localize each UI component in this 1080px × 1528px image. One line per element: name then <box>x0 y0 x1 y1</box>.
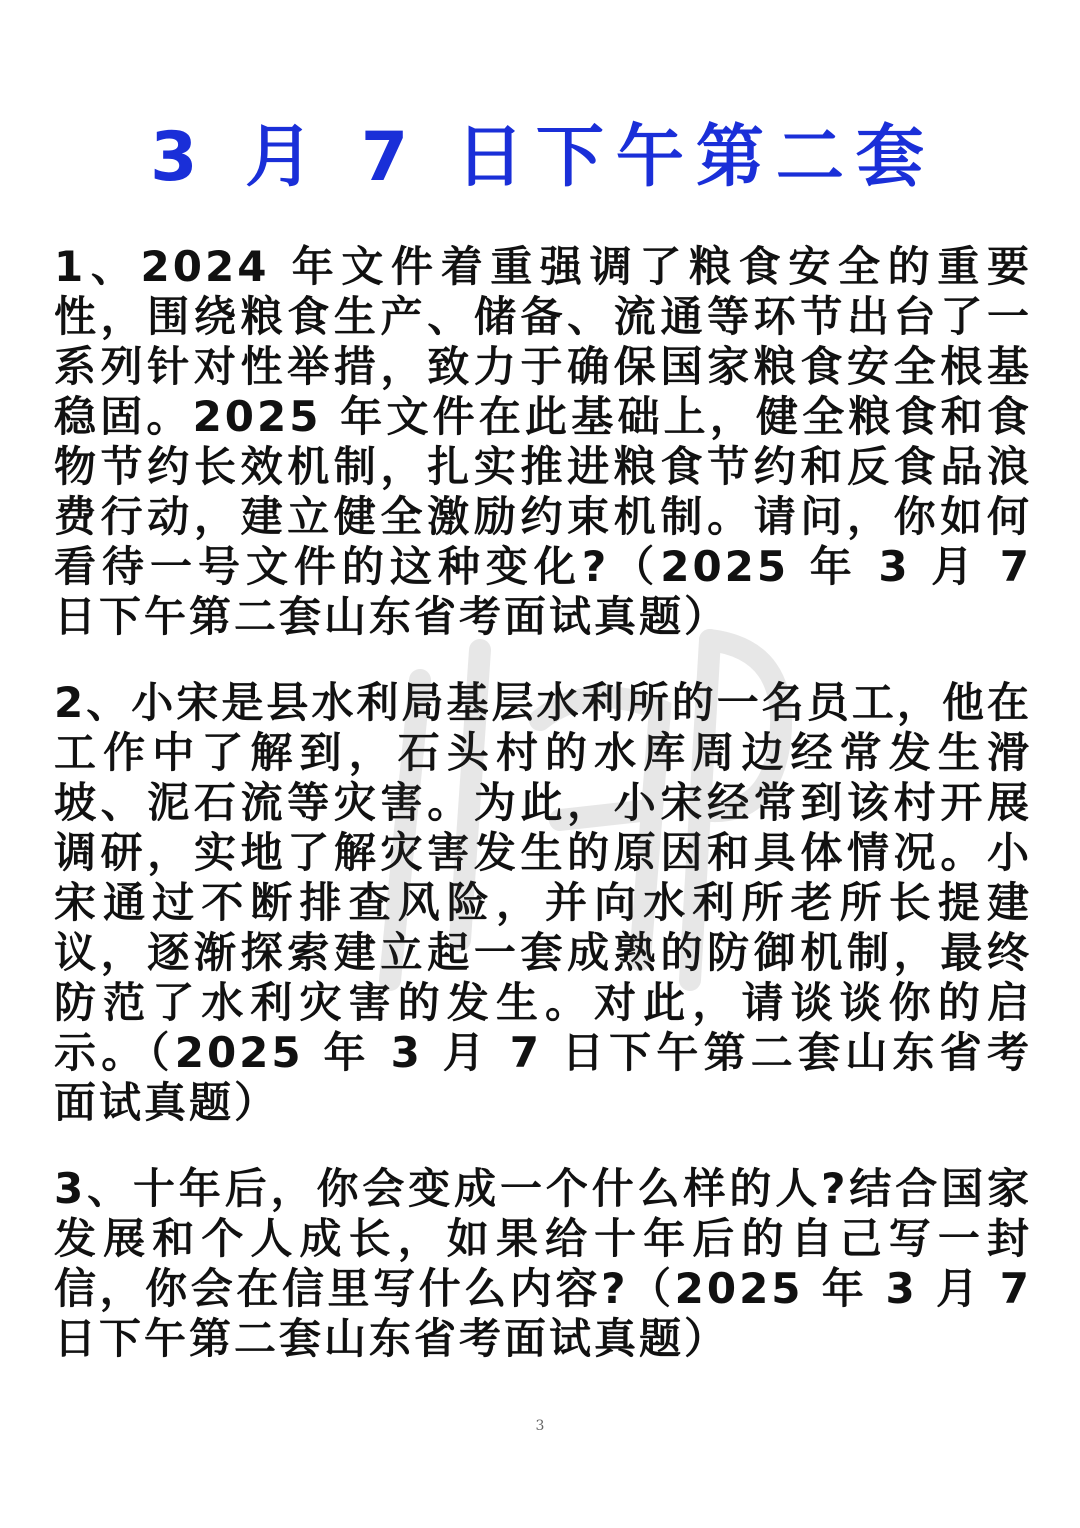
question-3: 3、十年后，你会变成一个什么样的人?结合国家发展和个人成长，如果给十年后的自己写一封信，你会在信里写什么内容?（2025 年 3 月 7 日下午第二套山东省考面试真题） <box>54 1164 1032 1363</box>
question-1: 1、2024 年文件着重强调了粮食安全的重要性，围绕粮食生产、储备、流通等环节出台了一系列针对性举措，致力于确保国家粮食安全根基稳固。2025 年文件在此基础上，健全粮食和食物节约长效机制，扎实推进粮食节约和反食品浪费行动，建立健全激励约束机制。请问，你如何看待一号文件的这种变化?（2025 年 3 月 7 日下午第二套山东省考面试真题） <box>54 242 1032 641</box>
question-2: 2、小宋是县水利局基层水利所的一名员工，他在工作中了解到，石头村的水库周边经常发生滑坡、泥石流等灾害。为此，小宋经常到该村开展调研，实地了解灾害发生的原因和具体情况。小宋通过不断排查风险，并向水利所老所长提建议，逐渐探索建立起一套成熟的防御机制，最终防范了水利灾害的发生。对此，请谈谈你的启示。（2025 年 3 月 7 日下午第二套山东省考面试真题） <box>54 678 1032 1127</box>
page-title: 3 月 7 日下午第二套 <box>150 118 936 197</box>
question-list <box>54 242 1032 1364</box>
page-number: 3 <box>535 1418 545 1434</box>
